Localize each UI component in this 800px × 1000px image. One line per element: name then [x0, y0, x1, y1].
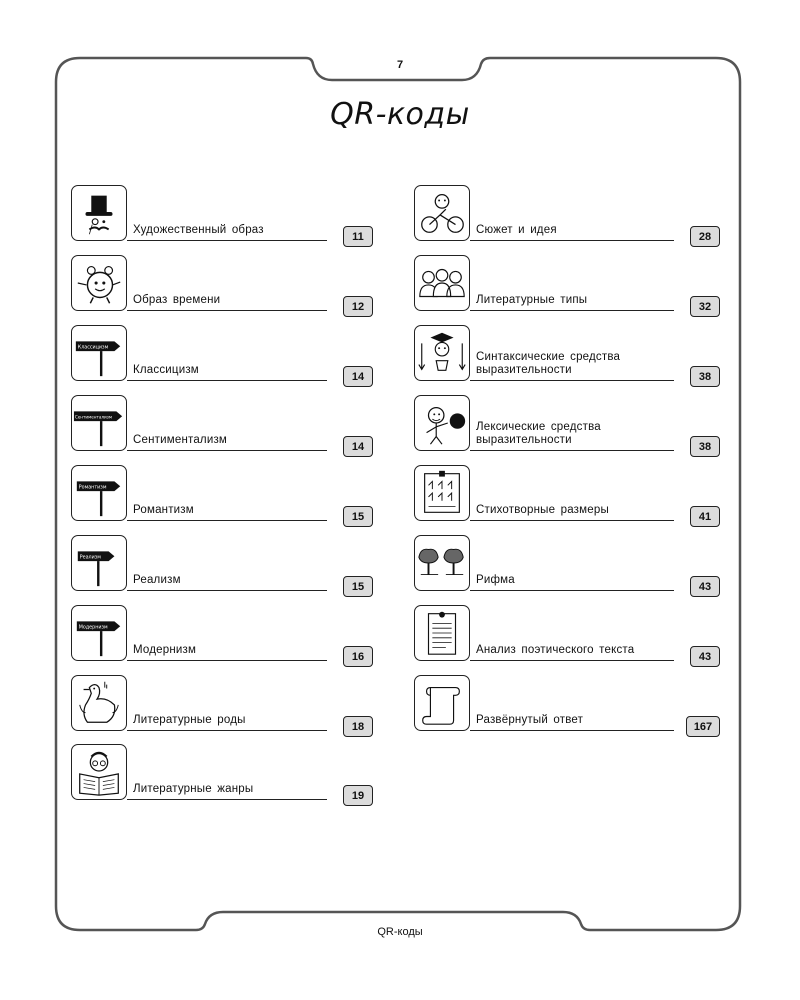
page-ref: 16 — [343, 646, 373, 667]
toc-entry-romantizm[interactable] — [71, 465, 373, 527]
entry-rule — [470, 310, 674, 311]
entry-label: Реализм — [133, 574, 181, 586]
page-ref: 43 — [690, 576, 720, 597]
toc-entry-literaturnye-zhanry[interactable] — [71, 744, 373, 806]
page-ref: 11 — [343, 226, 373, 247]
scroll-icon — [414, 675, 470, 731]
entry-label: Анализ поэтического текста — [476, 644, 635, 656]
people-group-icon — [414, 255, 470, 311]
signpost-icon — [71, 535, 127, 591]
page-ref: 28 — [690, 226, 720, 247]
alarm-clock-icon — [71, 255, 127, 311]
trees-icon — [414, 535, 470, 591]
toc-entry-razvernuty-otvet[interactable] — [414, 675, 720, 737]
entry-rule — [470, 520, 674, 521]
entry-rule — [470, 450, 674, 451]
entry-label: Рифма — [476, 574, 515, 586]
entry-label: Стихотворные размеры — [476, 504, 609, 516]
toc-entry-literaturnye-tipy[interactable] — [414, 255, 720, 317]
entry-rule — [127, 520, 327, 521]
entry-label: Развёрнутый ответ — [476, 714, 584, 726]
signpost-text: Романтизм — [78, 485, 107, 491]
goose-icon — [71, 675, 127, 731]
entry-rule — [470, 240, 674, 241]
graduate-icon — [414, 325, 470, 381]
entry-rule — [470, 380, 674, 381]
pinned-paper-icon — [414, 605, 470, 661]
page-ref: 38 — [690, 366, 720, 387]
toc-entry-leksicheskie-sredstva[interactable] — [414, 395, 720, 457]
toc-entry-sintaksicheskie-sredstva[interactable] — [414, 325, 720, 387]
entry-rule — [470, 590, 674, 591]
entry-label: Сюжет и идея — [476, 224, 557, 236]
page-ref: 32 — [690, 296, 720, 317]
toc-entry-syuzhet-i-ideya[interactable] — [414, 185, 720, 247]
page-ref: 15 — [343, 506, 373, 527]
cyclist-icon — [414, 185, 470, 241]
signpost-text: Модернизм — [78, 625, 108, 631]
page-ref: 12 — [343, 296, 373, 317]
page-ref: 18 — [343, 716, 373, 737]
entry-label: Модернизм — [133, 644, 197, 656]
toc-entry-rifma[interactable] — [414, 535, 720, 597]
entry-label: Романтизм — [133, 504, 194, 516]
entry-rule — [470, 730, 674, 731]
toc-entry-obraz-vremeni[interactable] — [71, 255, 373, 317]
reading-person-icon — [71, 744, 127, 800]
toc-entry-klassitsizm[interactable] — [71, 325, 373, 387]
toc-entry-modernizm[interactable] — [71, 605, 373, 667]
page-ref: 14 — [343, 436, 373, 457]
juggler-icon — [414, 395, 470, 451]
page-ref: 15 — [343, 576, 373, 597]
note-sheet-icon — [414, 465, 470, 521]
page-ref: 19 — [343, 785, 373, 806]
toc-entry-realizm[interactable] — [71, 535, 373, 597]
entry-rule — [127, 590, 327, 591]
entry-rule — [127, 380, 327, 381]
top-hat-monocle-icon — [71, 185, 127, 241]
toc-entry-sentimentalizm[interactable] — [71, 395, 373, 457]
entry-label: Литературные роды — [133, 714, 246, 726]
page-ref: 41 — [690, 506, 720, 527]
toc-entry-stikhotvornye-razmery[interactable] — [414, 465, 720, 527]
entry-rule — [127, 660, 327, 661]
entry-label: Художественный образ — [133, 224, 264, 236]
signpost-text: Сентиментализм — [74, 414, 113, 420]
entry-rule — [127, 730, 327, 731]
page-title: QR-коды — [330, 97, 470, 132]
entry-label: Образ времени — [133, 294, 221, 306]
signpost-icon — [71, 325, 127, 381]
signpost-text: Классицизм — [77, 345, 109, 351]
signpost-icon — [71, 395, 127, 451]
signpost-text: Реализм — [79, 555, 101, 561]
entry-rule — [470, 660, 674, 661]
entry-label: Литературные жанры — [133, 783, 254, 795]
page-ref: 14 — [343, 366, 373, 387]
toc-entry-literaturnye-rody[interactable] — [71, 675, 373, 737]
entry-label: Литературные типы — [476, 294, 588, 306]
page-ref: 38 — [690, 436, 720, 457]
entry-rule — [127, 799, 327, 800]
entry-rule — [127, 450, 327, 451]
page-ref: 167 — [686, 716, 720, 737]
signpost-icon — [71, 465, 127, 521]
signpost-icon — [71, 605, 127, 661]
entry-label: Классицизм — [133, 364, 199, 376]
entry-label: Синтаксические средства выразительности — [476, 351, 621, 376]
toc-entry-khudozhestvenny-obraz[interactable] — [71, 185, 373, 247]
entry-label: Лексические средства выразительности — [476, 421, 601, 446]
page-number: 7 — [396, 59, 404, 71]
toc-entry-analiz-poeticheskogo-teksta[interactable] — [414, 605, 720, 667]
page-ref: 43 — [690, 646, 720, 667]
entry-rule — [127, 310, 327, 311]
entry-rule — [127, 240, 327, 241]
entry-label: Сентиментализм — [133, 434, 228, 446]
page-footer: QR-коды — [377, 926, 423, 938]
